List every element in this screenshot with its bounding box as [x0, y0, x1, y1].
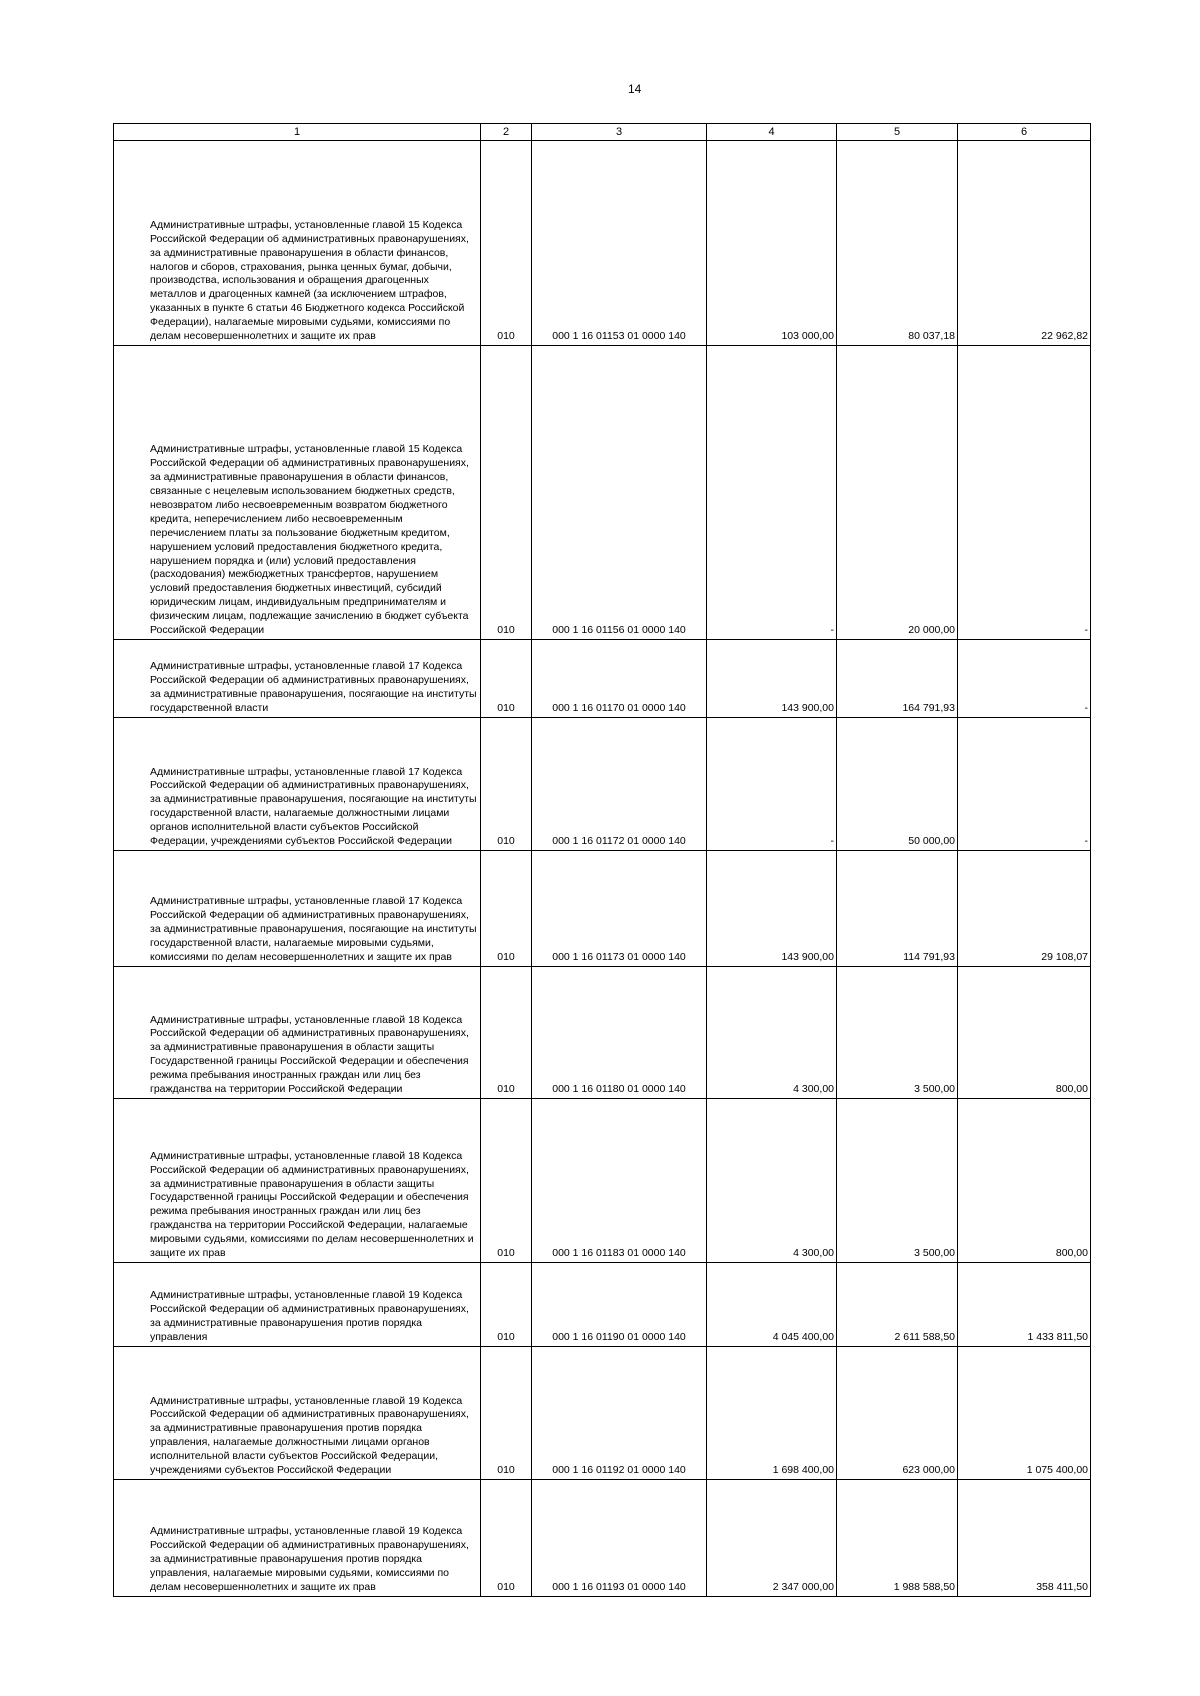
row-kbk: 000 1 16 01153 01 0000 140 [532, 141, 707, 346]
row-value-col4: - [707, 346, 837, 640]
table-row [114, 141, 1091, 346]
row-value-col5: 164 791,93 [837, 640, 958, 718]
description-text: Административные штрафы, установленные главой 15 Кодекса Российской Федерации об административных правонарушениях, за административные правонарушения в области финансов, связанные с нецелевым использованием бюджетных средств, невозвратом либо несвоевременным возвратом бюджетного кредита, неперечислением либо несвоевременным перечислением платы за пользование бюджетным кредитом, нарушением условий предоставления бюджетного кредита, нарушением порядка и (или) условий предоставления (расходования) межбюджетных трансфертов, нарушением условий предоставления бюджетных инвестиций, субсидий юридическим лицам, индивидуальным предпринимателям и физическим лицам, подлежащие зачислению в бюджет субъекта Российской Федерации [150, 443, 469, 637]
row-description [114, 1099, 481, 1263]
row-value-col6: - [958, 346, 1091, 640]
table-row [114, 1263, 1091, 1347]
table-row [114, 718, 1091, 851]
description-text: Административные штрафы, установленные главой 17 Кодекса Российской Федерации об административных правонарушениях, за административные правонарушения, посягающие на институты государственной власти [150, 660, 477, 715]
row-description [114, 718, 481, 851]
row-value-col5: 80 037,18 [837, 141, 958, 346]
row-value-col5: 50 000,00 [837, 718, 958, 851]
row-kbk: 000 1 16 01193 01 0000 140 [532, 1480, 707, 1597]
row-value-col5: 623 000,00 [837, 1347, 958, 1480]
row-kbk: 000 1 16 01190 01 0000 140 [532, 1263, 707, 1347]
row-value-col6: 800,00 [958, 967, 1091, 1099]
description-text: Административные штрафы, установленные главой 18 Кодекса Российской Федерации об административных правонарушениях, за административные правонарушения в области защиты Государственной границы Российской Федерации и обеспечения режима пребывания иностранных граждан или лиц без гражданства на территории Российской Федерации [150, 1013, 469, 1096]
table-row [114, 1099, 1091, 1263]
row-code: 010 [481, 1263, 532, 1347]
row-value-col6: - [958, 640, 1091, 718]
table-row [114, 346, 1091, 640]
table-row [114, 967, 1091, 1099]
row-kbk: 000 1 16 01170 01 0000 140 [532, 640, 707, 718]
row-value-col5: 114 791,93 [837, 851, 958, 967]
row-description [114, 141, 481, 346]
row-description [114, 1480, 481, 1597]
description-text: Административные штрафы, установленные главой 18 Кодекса Российской Федерации об административных правонарушениях, за административные правонарушения в области защиты Государственной границы Российской Федерации и обеспечения режима пребывания иностранных граждан или лиц без гражданства на территории Российской Федерации, налагаемые мировыми судьями, комиссиями по делам несовершеннолетних и защите их прав [150, 1149, 474, 1260]
row-description [114, 1347, 481, 1480]
row-code: 010 [481, 640, 532, 718]
column-header-6: 6 [958, 124, 1091, 141]
row-value-col4: 1 698 400,00 [707, 1347, 837, 1480]
row-code: 010 [481, 967, 532, 1099]
row-code: 010 [481, 1480, 532, 1597]
row-code: 010 [481, 346, 532, 640]
column-header-2: 2 [481, 124, 532, 141]
row-value-col4: 143 900,00 [707, 851, 837, 967]
row-value-col5: 3 500,00 [837, 967, 958, 1099]
column-header-5: 5 [837, 124, 958, 141]
row-value-col4: 4 045 400,00 [707, 1263, 837, 1347]
row-value-col6: 800,00 [958, 1099, 1091, 1263]
row-kbk: 000 1 16 01173 01 0000 140 [532, 851, 707, 967]
row-code: 010 [481, 1099, 532, 1263]
row-code: 010 [481, 141, 532, 346]
row-description [114, 1263, 481, 1347]
row-description [114, 640, 481, 718]
row-value-col6: 1 075 400,00 [958, 1347, 1091, 1480]
description-text: Административные штрафы, установленные главой 19 Кодекса Российской Федерации об административных правонарушениях, за административные правонарушения против порядка управления, налагаемые должностными лицами органов исполнительной власти субъектов Российской Федерации, учреждениями субъектов Российской Федерации [150, 1394, 469, 1477]
table-row [114, 1480, 1091, 1597]
column-header-4: 4 [707, 124, 837, 141]
row-description [114, 967, 481, 1099]
row-value-col6: 22 962,82 [958, 141, 1091, 346]
description-text: Административные штрафы, установленные главой 17 Кодекса Российской Федерации об административных правонарушениях, за административные правонарушения, посягающие на институты государственной власти, налагаемые должностными лицами органов исполнительной власти субъектов Российской Федерации, учреждениями субъектов Российской Федерации [150, 765, 477, 848]
page-number: 14 [628, 82, 642, 96]
row-value-col4: - [707, 718, 837, 851]
revenue-table [113, 123, 1091, 1597]
row-value-col5: 20 000,00 [837, 346, 958, 640]
row-value-col4: 4 300,00 [707, 967, 837, 1099]
row-value-col6: - [958, 718, 1091, 851]
description-text: Административные штрафы, установленные главой 19 Кодекса Российской Федерации об административных правонарушениях, за административные правонарушения против порядка управления [150, 1289, 469, 1344]
row-kbk: 000 1 16 01183 01 0000 140 [532, 1099, 707, 1263]
row-value-col4: 4 300,00 [707, 1099, 837, 1263]
column-header-3: 3 [532, 124, 707, 141]
row-code: 010 [481, 1347, 532, 1480]
table-row [114, 1347, 1091, 1480]
row-kbk: 000 1 16 01172 01 0000 140 [532, 718, 707, 851]
row-kbk: 000 1 16 01180 01 0000 140 [532, 967, 707, 1099]
row-description [114, 851, 481, 967]
row-value-col5: 1 988 588,50 [837, 1480, 958, 1597]
row-kbk: 000 1 16 01156 01 0000 140 [532, 346, 707, 640]
header-row [114, 124, 1091, 141]
table-row [114, 851, 1091, 967]
row-value-col6: 1 433 811,50 [958, 1263, 1091, 1347]
row-value-col5: 3 500,00 [837, 1099, 958, 1263]
description-text: Административные штрафы, установленные главой 17 Кодекса Российской Федерации об административных правонарушениях, за административные правонарушения, посягающие на институты государственной власти, налагаемые мировыми судьями, комиссиями по делам несовершеннолетних и защите их прав [150, 895, 477, 964]
row-value-col5: 2 611 588,50 [837, 1263, 958, 1347]
column-header-1: 1 [114, 124, 481, 141]
row-value-col4: 143 900,00 [707, 640, 837, 718]
description-text: Административные штрафы, установленные главой 19 Кодекса Российской Федерации об административных правонарушениях, за административные правонарушения против порядка управления, налагаемые мировыми судьями, комиссиями по делам несовершеннолетних и защите их прав [150, 1525, 469, 1594]
row-value-col4: 2 347 000,00 [707, 1480, 837, 1597]
row-value-col4: 103 000,00 [707, 141, 837, 346]
row-description [114, 346, 481, 640]
table-row [114, 640, 1091, 718]
row-code: 010 [481, 851, 532, 967]
row-value-col6: 358 411,50 [958, 1480, 1091, 1597]
description-text: Административные штрафы, установленные главой 15 Кодекса Российской Федерации об административных правонарушениях, за административные правонарушения в области финансов, налогов и сборов, страхования, рынка ценных бумаг, добычи, производства, использования и обращения драгоценных металлов и драгоценных камней (за исключением штрафов, указанных в пункте 6 статьи 46 Бюджетного кодекса Российской Федерации), налагаемые мировыми судьями, комиссиями по делам несовершеннолетних и защите их прав [150, 218, 469, 343]
row-code: 010 [481, 718, 532, 851]
row-kbk: 000 1 16 01192 01 0000 140 [532, 1347, 707, 1480]
row-value-col6: 29 108,07 [958, 851, 1091, 967]
